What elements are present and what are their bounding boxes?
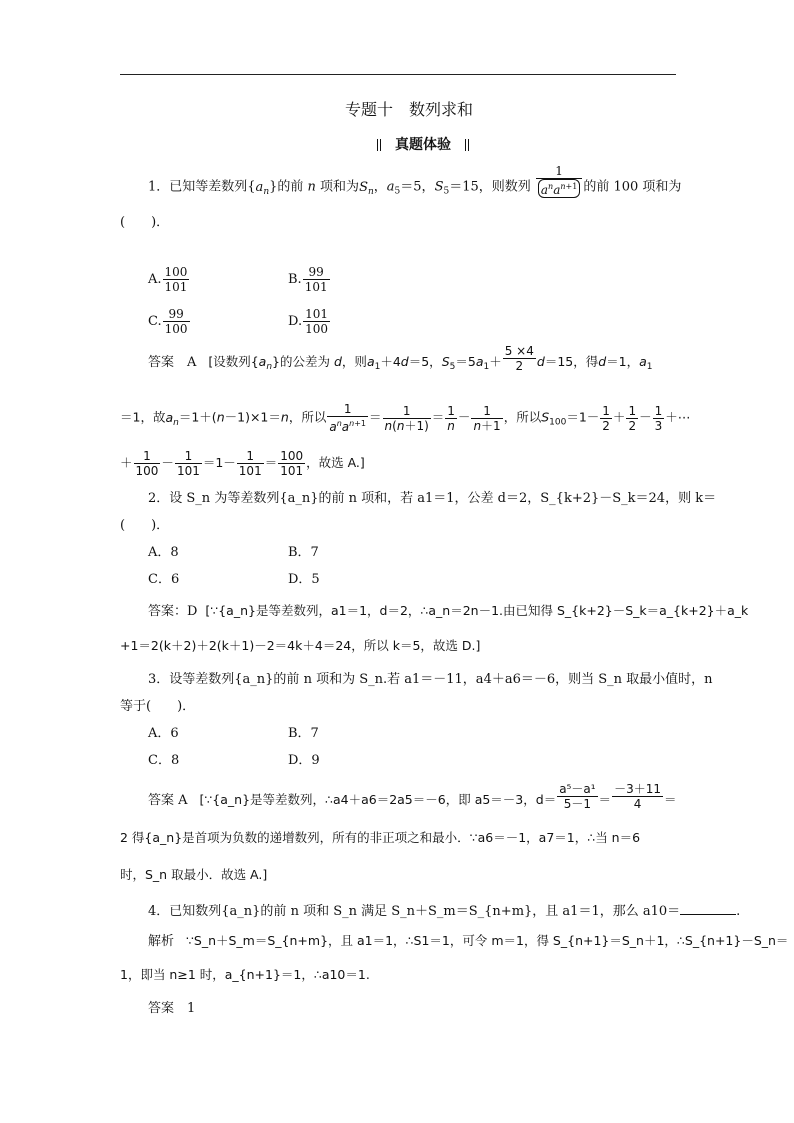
q3-option-c[interactable]: C．8 xyxy=(148,753,180,768)
q2-stem: 2．设 S_n 为等差数列{a_n}的前 n 项和，若 a1＝1，公差 d＝2，S_{k+2}－S_k＝24，则 k＝ xyxy=(148,491,717,506)
q1-option-b[interactable]: B. $\frac{99}{101}$ xyxy=(288,265,328,294)
q3-answer-line3: 时，S_n 取最小．故选 A.] xyxy=(120,867,268,882)
q3-stem-line1: 3．设等差数列{a_n}的前 n 项和为 S_n.若 a1＝－11，a4＋a6＝－6，则当 S_n 取最小值时，n xyxy=(148,672,713,687)
q1-stem: 1．已知等差数列$\{a_n\}$的前 n 项和为$S_n$，$a_5=5$，$S_5=15$，则数列 $\frac{1}{a^na^{n+1}}$ 的前 100 项和为 xyxy=(148,164,682,197)
section-bar-right xyxy=(465,139,469,151)
q2-paren: ( )． xyxy=(120,518,170,533)
q3-answer-line2: 2 得{a_n}是首项为负数的递增数列，所有的非正项之和最小．∵a6＝－1，a7＝1，∴当 n＝6 xyxy=(120,830,641,845)
q4-stem: 4．已知数列{a_n}的前 n 项和 S_n 满足 S_n＋S_m＝S_{n+m}，且 a1＝1，那么 a10＝ . xyxy=(148,904,741,919)
section-bar-left xyxy=(377,139,381,151)
q2-option-c[interactable]: C．6 xyxy=(148,572,180,587)
q3-option-a[interactable]: A．6 xyxy=(148,726,179,741)
q3-option-b[interactable]: B．7 xyxy=(288,726,319,741)
section-heading xyxy=(363,138,483,152)
q1-option-a[interactable]: A. $\frac{100}{101}$ xyxy=(148,265,188,294)
q2-option-d[interactable]: D．5 xyxy=(288,572,320,587)
q1-option-c[interactable]: C. $\frac{99}{100}$ xyxy=(148,307,188,336)
q2-answer-line1: 答案：D [∵{a_n}是等差数列，a1＝1，d＝2，∴a_n＝2n－1.由已知得 S_{k+2}－S_k＝a_{k+2}＋a_k xyxy=(148,603,749,619)
q1-answer-line1: 答案 A [设数列$\{a_n\}$的公差为 d，则$a_1+4d=5$，$S_5=5a_1+$ $\frac{5 \times 4}{2}$ d＝15，得d＝1，$a_1$ xyxy=(148,344,653,373)
q4-answer-blank[interactable] xyxy=(680,903,736,915)
q1-paren: ( )． xyxy=(120,215,170,230)
q2-answer-line2: +1＝2(k＋2)＋2(k＋1)－2＝4k＋4＝24，所以 k＝5，故选 D.] xyxy=(120,638,481,653)
q3-stem-line2: 等于( )． xyxy=(120,699,196,714)
q4-solution-line1: 解析 ∵S_n＋S_m＝S_{n+m}，且 a1＝1，∴S1＝1，可令 m＝1，得 S_{n+1}＝S_n＋1，∴S_{n+1}－S_n＝ xyxy=(148,933,789,949)
section-label: 真题体验 xyxy=(395,137,451,153)
q2-option-b[interactable]: B．7 xyxy=(288,545,319,560)
q2-option-a[interactable]: A．8 xyxy=(148,545,179,560)
q4-solution-line2: 1，即当 n≥1 时，a_{n+1}＝1，∴a10＝1. xyxy=(120,967,370,982)
q1-answer-line2: ＝1，故$a_n=1+(n-1)\times 1=n$，所以 $\frac{1}{a^na^{n+1}}$ ＝ $\frac{1}{n(n+1)}$ ＝ $\frac{1}{n}$ － $\frac{1}{n+1}$ ，所以$S_{100}=1-$ $\frac{1}{2}$ ＋ $\frac{1}{2}$ － $\frac{1}{3}$ ＋⋯ xyxy=(120,402,691,434)
header-rule xyxy=(120,74,676,75)
q1-seq-fraction: $\frac{1}{a^na^{n+1}}$ xyxy=(536,164,582,198)
q4-answer: 答案 1 xyxy=(148,1001,196,1016)
q1-option-d[interactable]: D. $\frac{101}{100}$ xyxy=(288,307,328,336)
q1-answer-line3: ＋ $\frac{1}{100}$ － $\frac{1}{101}$ ＝1－ $\frac{1}{101}$ ＝ $\frac{100}{101}$ ，故选 A.] xyxy=(120,449,365,478)
q3-option-d[interactable]: D．9 xyxy=(288,753,320,768)
page-title: 专题十 数列求和 xyxy=(345,100,474,119)
q3-answer-line1: 答案 A [∵{a_n}是等差数列，∴a4＋a6＝2a5＝－6，即 a5＝－3，d＝ $\frac{\text{a⁵－a¹}}{5-1}$ ＝ $\frac{-3+11}{4}$ ＝ xyxy=(148,782,677,811)
